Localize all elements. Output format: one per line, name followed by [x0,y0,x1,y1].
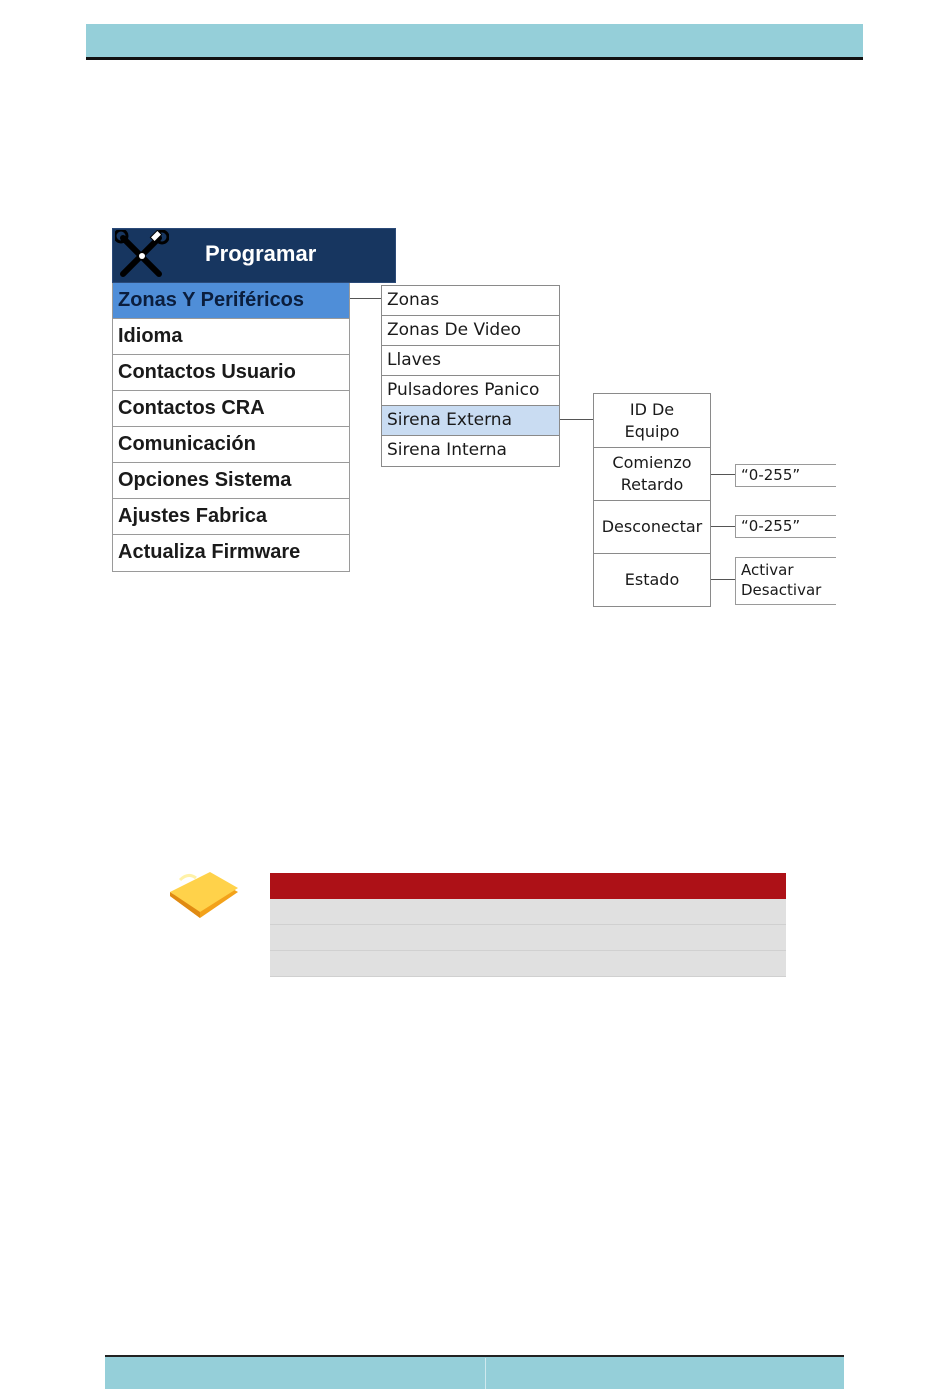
option-label: Desconectar [601,517,703,536]
note-table-row [270,925,786,951]
option-label-line2: Equipo [624,421,680,441]
submenu [381,285,560,467]
note-table-header [270,873,786,899]
value-box-comienzo[interactable]: “0-255” [735,464,836,487]
connector-line [711,579,735,580]
submenu-item-zonas[interactable]: Zonas [382,286,559,316]
connector-line [711,474,735,475]
main-menu [112,283,350,572]
option-label-line1: ID De [629,399,675,419]
value-desactivar: Desactivar [741,581,822,599]
value-box-estado[interactable] [735,557,836,605]
menu-item-contactos-cra[interactable]: Contactos CRA [113,391,349,427]
connector-line [560,419,593,420]
note-table-row [270,899,786,925]
options-menu [593,393,711,607]
note-table [270,873,786,977]
footer-separator [485,1358,486,1389]
header-band [86,24,863,57]
menu-item-zonas-y-perifericos[interactable]: Zonas Y Periféricos [113,283,349,319]
option-label-line2: Retardo [620,475,684,494]
programar-header [112,228,396,283]
submenu-item-sirena-interna[interactable]: Sirena Interna [382,436,559,466]
value-activar: Activar [741,561,794,579]
submenu-item-pulsadores-panico[interactable]: Pulsadores Panico [382,376,559,406]
option-estado[interactable] [594,554,710,606]
connector-line [350,298,381,299]
option-comienzo-retardo[interactable] [594,448,710,501]
submenu-item-llaves[interactable]: Llaves [382,346,559,376]
option-desconectar[interactable] [594,501,710,554]
submenu-item-zonas-de-video[interactable]: Zonas De Video [382,316,559,346]
note-table-row [270,951,786,977]
tools-icon [115,230,169,282]
value-box-desconectar[interactable]: “0-255” [735,515,836,538]
footer-band [105,1357,844,1389]
submenu-item-sirena-externa[interactable]: Sirena Externa [382,406,559,436]
menu-item-ajustes-fabrica[interactable]: Ajustes Fabrica [113,499,349,535]
option-label: Estado [624,570,680,589]
menu-item-contactos-usuario[interactable]: Contactos Usuario [113,355,349,391]
menu-item-comunicacion[interactable]: Comunicación [113,427,349,463]
menu-item-opciones-sistema[interactable]: Opciones Sistema [113,463,349,499]
connector-line [711,526,735,527]
option-label-line1: Comienzo [612,453,692,472]
menu-item-idioma[interactable]: Idioma [113,319,349,355]
menu-item-actualiza-firmware[interactable]: Actualiza Firmware [113,535,349,571]
programar-title: Programar [205,241,317,266]
sticky-note-icon [166,870,242,926]
option-id-de-equipo[interactable] [594,394,710,448]
header-rule [86,57,863,60]
